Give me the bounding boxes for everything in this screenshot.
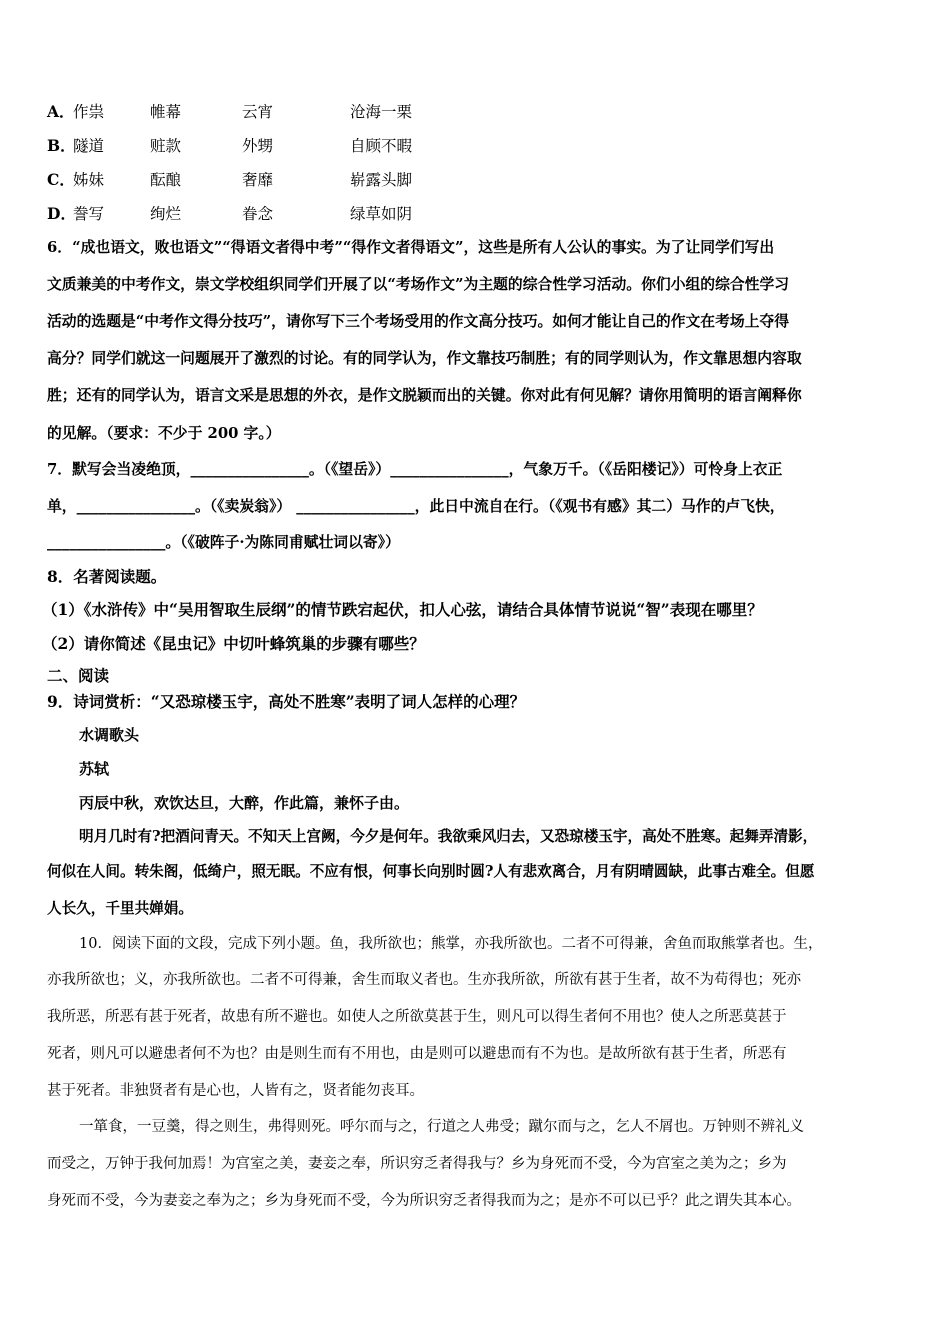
option-word: 绚烂 bbox=[150, 205, 182, 223]
option-word: 眷念 bbox=[242, 205, 274, 223]
option-word: 酝酿 bbox=[150, 171, 182, 189]
q6-line: 高分？同学们就这一问题展开了激烈的讨论。有的同学认为，作文靠技巧制胜；有的同学则认为，作文靠思想内容取 bbox=[47, 350, 802, 367]
q10-line: 一箪食，一豆羹，得之则生，弗得则死。呼尔而与之，行道之人弗受；蹴尔而与之，乞人不屑也。万钟则不辨礼义 bbox=[79, 1119, 804, 1135]
q8-sub1: （1）《水浒传》中“吴用智取生辰纲”的情节跌宕起伏，扣人心弦，请结合具体情节说说“智”表现在哪里？ bbox=[42, 600, 763, 619]
q8-sub2: （2）请你简述《昆虫记》中切叶蜂筑巢的步骤有哪些？ bbox=[42, 634, 425, 653]
q10-line: 甚于死者。非独贤者有是心也，人皆有之，贤者能勿丧耳。 bbox=[47, 1083, 424, 1099]
q6-line: 6．“成也语文，败也语文”“得语文者得中考”“得作文者得语文”，这些是所有人公认的事实。为了让同学们写出 bbox=[47, 239, 775, 256]
option-word: 隧道 bbox=[73, 137, 105, 155]
poem-author: 苏轼 bbox=[79, 760, 110, 778]
option-word: 赃款 bbox=[150, 137, 182, 155]
poem-title: 水调歌头 bbox=[79, 726, 140, 744]
option-word: 姊妹 bbox=[73, 171, 105, 189]
option-letter: D． bbox=[47, 204, 76, 223]
q10-line: 亦我所欲也；义，亦我所欲也。二者不可得兼，舍生而取义者也。生亦我所欲，所欲有甚于生者，故不为苟得也；死亦 bbox=[47, 972, 801, 988]
poem-line: 人长久，千里共婵娟。 bbox=[47, 900, 193, 917]
section-heading: 二、阅读 bbox=[47, 666, 110, 685]
option-word: 作祟 bbox=[73, 103, 105, 121]
q6-line: 文质兼美的中考作文，崇文学校组织同学们开展了以“考场作文”为主题的综合性学习活动。你们小组的综合性学习 bbox=[47, 276, 790, 293]
q6-line: 的见解。（要求：不少于 200 字。） bbox=[47, 425, 281, 442]
q7-line: 单，________________。（《卖炭翁》） ________________，此日中流自在行。（《观书有感》其二）马作的卢飞快， bbox=[47, 498, 785, 515]
poem-line: 何似在人间。转朱阁，低绮户，照无眠。不应有恨，何事长向别时圆?人有悲欢离合，月有阴晴圆缺，此事古难全。但愿 bbox=[47, 863, 815, 880]
option-letter: B． bbox=[47, 136, 76, 155]
option-word: 帷幕 bbox=[150, 103, 182, 121]
q9-question: 9．诗词赏析：“又恐琼楼玉宇，高处不胜寒”表明了词人怎样的心理？ bbox=[47, 692, 526, 711]
q7-line: ________________。（《破阵子·为陈同甫赋壮词以寄》） bbox=[47, 534, 400, 551]
option-word: 奢靡 bbox=[242, 171, 274, 189]
option-word: 自顾不暇 bbox=[350, 137, 413, 155]
option-word: 崭露头脚 bbox=[350, 171, 413, 189]
q6-line: 活动的选题是“中考作文得分技巧”，请你写下三个考场受用的作文高分技巧。如何才能让自己的作文在考场上夺得 bbox=[47, 313, 790, 330]
q6-line: 胜；还有的同学认为，语言文采是思想的外衣，是作文脱颖而出的关键。你对此有何见解？请你用简明的语言阐释你 bbox=[47, 387, 802, 404]
option-letter: A． bbox=[47, 102, 75, 121]
q10-line: 10．阅读下面的文段，完成下列小题。鱼，我所欲也；熊掌，亦我所欲也。二者不可得兼，舍鱼而取熊掌者也。生， bbox=[79, 936, 823, 952]
option-word: 云宵 bbox=[242, 103, 274, 121]
option-letter: C． bbox=[47, 170, 75, 189]
q10-line: 我所恶，所恶有甚于死者，故患有所不避也。如使人之所欲莫甚于生，则凡可以得生者何不用也？使人之所恶莫甚于 bbox=[47, 1009, 787, 1025]
q8-title: 8．名著阅读题。 bbox=[47, 567, 167, 586]
q7-line: 7．默写会当凌绝顶，________________。（《望岳》）________________，气象万千。（《岳阳楼记》）可怜身上衣正 bbox=[47, 461, 783, 478]
option-word: 外甥 bbox=[242, 137, 274, 155]
q10-line: 而受之，万钟于我何加焉！为宫室之美，妻妾之奉，所识穷乏者得我与？乡为身死而不受，今为宫室之美为之；乡为 bbox=[47, 1156, 787, 1172]
poem-preface: 丙辰中秋，欢饮达旦，大醉，作此篇，兼怀子由。 bbox=[79, 794, 410, 812]
q10-line: 身死而不受，今为妻妾之奉为之；乡为身死而不受，今为所识穷乏者得我而为之；是亦不可以已乎？此之谓失其本心。 bbox=[47, 1193, 801, 1209]
option-word: 绿草如阴 bbox=[350, 205, 413, 223]
poem-line: 明月几时有?把酒问青天。不知天上宫阙，今夕是何年。我欲乘风归去，又恐琼楼玉宇，高处不胜寒。起舞弄清影， bbox=[79, 828, 818, 845]
option-word: 沧海一栗 bbox=[350, 103, 413, 121]
option-word: 誊写 bbox=[73, 205, 105, 223]
q10-line: 死者，则凡可以避患者何不为也？由是则生而有不用也，由是则可以避患而有不为也。是故所欲有甚于生者，所恶有 bbox=[47, 1046, 787, 1062]
